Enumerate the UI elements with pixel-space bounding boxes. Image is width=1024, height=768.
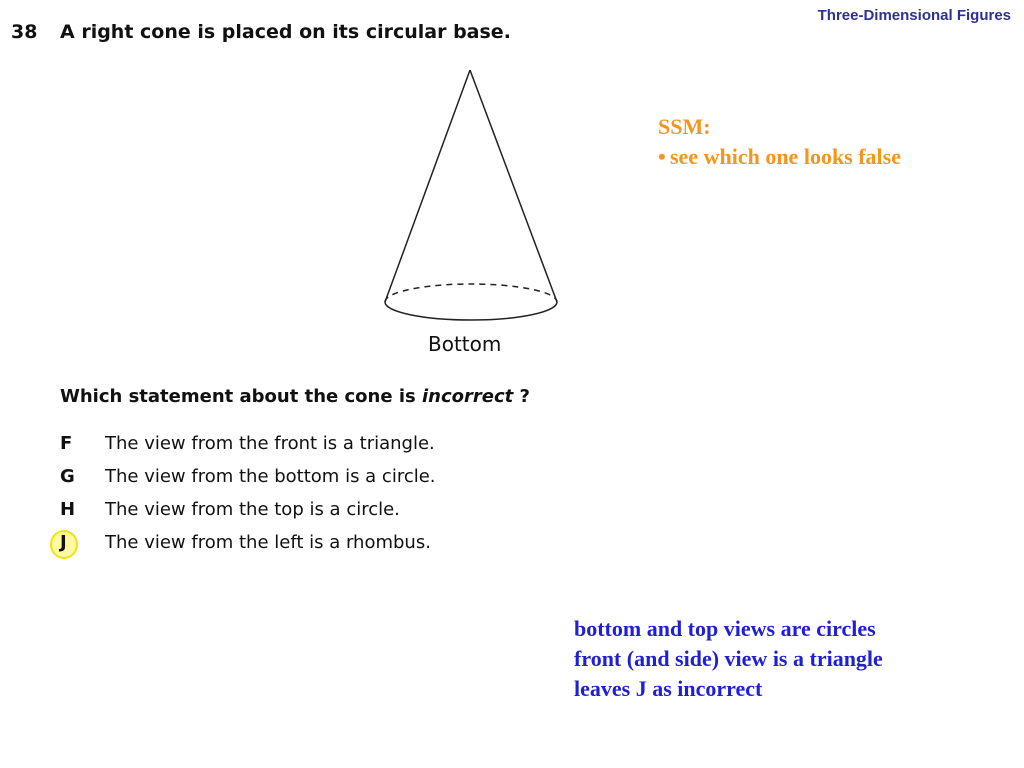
choice-text: The view from the top is a circle. [105,499,400,520]
choice-letter: G [60,466,75,487]
answer-explanation [574,614,883,704]
question-stem [60,386,530,407]
choice-text: The view from the left is a rhombus. [105,532,431,553]
cone-label-bottom: Bottom [428,332,502,356]
ssm-title: SSM: [658,114,711,139]
stem-end: ? [513,386,530,407]
bullet-icon: • [658,144,666,169]
choice-text: The view from the front is a triangle. [105,433,435,454]
choice-text: The view from the bottom is a circle. [105,466,436,487]
ssm-note [658,112,901,172]
question-text: A right cone is placed on its circular base. [60,21,511,43]
cone-base-front [385,302,557,320]
cone-right-edge [470,70,557,302]
explanation-line: front (and side) view is a triangle [574,646,883,671]
stem-text: Which statement about the cone is [60,386,422,407]
ssm-bullet-item [658,142,901,172]
choice-letter: F [60,433,73,454]
stem-emphasis: incorrect [421,386,514,407]
choice-letter: H [60,499,76,520]
explanation-line: leaves J as incorrect [574,676,763,701]
cone-left-edge [385,70,470,302]
explanation-line: bottom and top views are circles [574,616,876,641]
ssm-item-text: see which one looks false [670,144,901,169]
question-number: 38 [11,21,38,43]
header-title: Three-Dimensional Figures [817,7,1011,24]
choice-letter: J [60,532,67,553]
cone-base-back [385,284,557,302]
cone-figure [380,66,564,328]
